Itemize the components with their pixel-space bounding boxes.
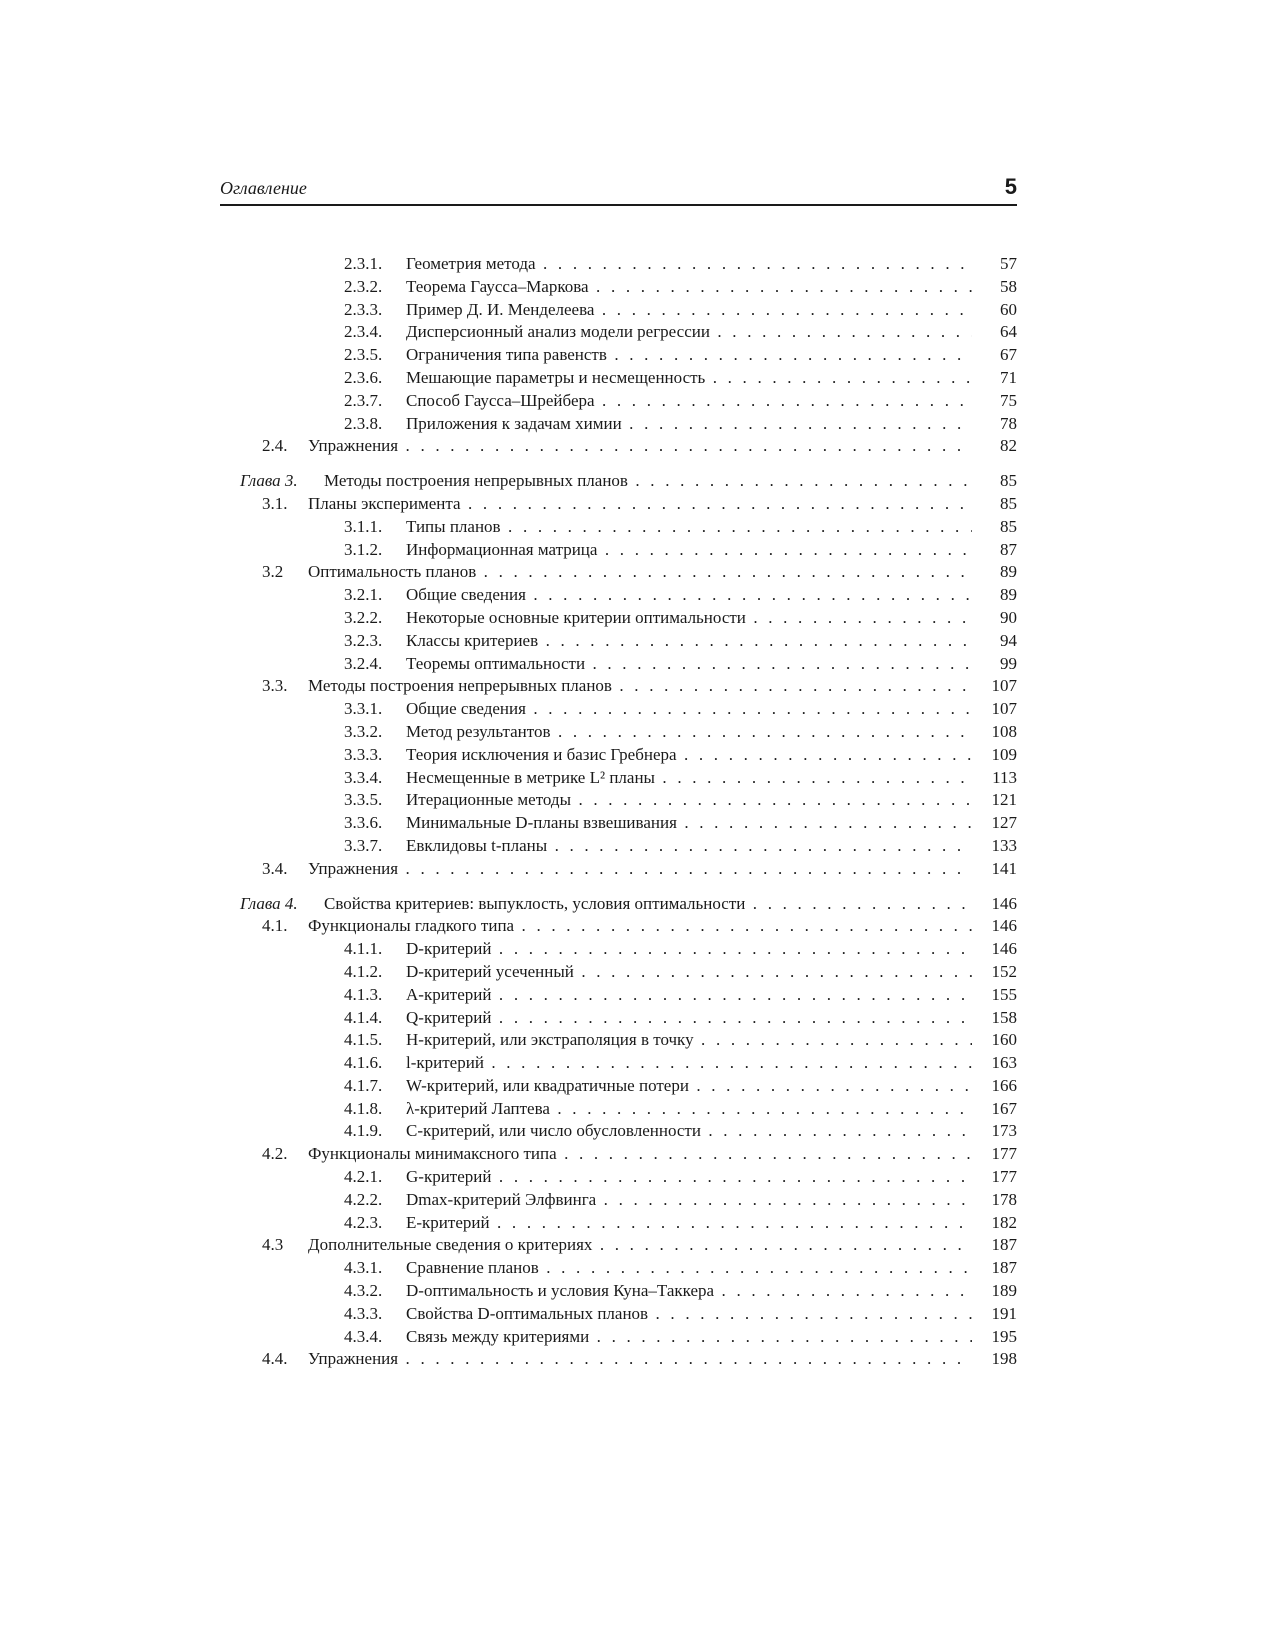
toc-entry-page: 166: [991, 1075, 1017, 1095]
toc-entry[interactable]: [220, 1303, 1017, 1326]
toc-entry-number: 3.2.1.: [344, 585, 383, 605]
toc-entry-page: 152: [991, 961, 1017, 981]
toc-entry[interactable]: [220, 321, 1017, 344]
toc-entry-number: 4.2.1.: [344, 1167, 383, 1187]
toc-entry[interactable]: [220, 1189, 1017, 1212]
toc-entry-number: 2.3.7.: [344, 390, 383, 410]
toc-entry-page: 57: [1000, 254, 1017, 273]
toc-entry-page: 85: [1000, 471, 1017, 491]
toc-entry-number: 2.3.3.: [344, 299, 383, 319]
toc-entry[interactable]: [220, 984, 1017, 1007]
toc-entry[interactable]: [220, 961, 1017, 984]
toc-entry-number: 3.1.1.: [344, 516, 383, 536]
toc-entry-page: 158: [991, 1007, 1017, 1027]
toc-entry-title: Теорема Гаусса–Маркова . . .: [406, 276, 972, 299]
toc-entry-page: 182: [991, 1212, 1017, 1232]
toc-entry-page: 173: [991, 1121, 1017, 1141]
toc-entry-page: 94: [1000, 630, 1017, 650]
toc-entry-number: 4.1.6.: [344, 1053, 383, 1073]
toc-entry-page: 177: [991, 1144, 1017, 1164]
toc-entry-number: 3.3.6.: [344, 813, 383, 833]
toc-entry-title: Методы построения непрерывных планов . . .: [324, 470, 972, 493]
toc-entry-page: 146: [991, 939, 1017, 959]
toc-entry[interactable]: [220, 276, 1017, 299]
toc-entry-title: A-критерий . . .: [406, 984, 972, 1007]
toc-entry-title: Мешающие параметры и несмещенность . . .: [406, 367, 972, 390]
toc-entry-title: Общие сведения . . .: [406, 584, 972, 607]
header-title: Оглавление: [220, 178, 307, 198]
chapter-gap: [220, 881, 1017, 893]
toc-entry-number: 4.3: [262, 1235, 284, 1255]
toc-entry-number: 2.3.5.: [344, 345, 383, 365]
toc-entry-page: 82: [1000, 436, 1017, 456]
toc-entry-number: 4.1.3.: [344, 984, 383, 1004]
toc-entry[interactable]: [220, 367, 1017, 390]
toc-entry-title: G-критерий . . .: [406, 1166, 972, 1189]
toc-entry-title: Функционалы гладкого типа . . .: [308, 915, 972, 938]
toc-entry-page: 121: [991, 790, 1017, 810]
toc-entry-number: 4.3.2.: [344, 1281, 383, 1301]
toc-entry-title: Функционалы минимаксного типа . . .: [308, 1143, 972, 1166]
toc-entry-title: Геометрия метода . . .: [406, 253, 972, 276]
toc-entry[interactable]: [220, 493, 1017, 516]
toc-entry-page: 89: [1000, 585, 1017, 605]
toc-entry-number: 3.1.: [262, 493, 288, 513]
toc-entry-number: 4.1.7.: [344, 1075, 383, 1095]
toc-entry[interactable]: [220, 1075, 1017, 1098]
toc-entry-title: D-оптимальность и условия Куна–Таккера . . .: [406, 1280, 972, 1303]
toc-entry-page: 67: [1000, 345, 1017, 365]
toc-entry-number: 3.4.: [262, 858, 288, 878]
toc-entry-title: Свойства D-оптимальных планов . . .: [406, 1303, 972, 1326]
toc-entry-page: 113: [992, 767, 1017, 787]
toc-entry-title: Итерационные методы . . .: [406, 789, 972, 812]
toc-entry-page: 85: [1000, 516, 1017, 536]
toc-entry[interactable]: [220, 435, 1017, 458]
toc-entry-number: 3.2: [262, 562, 284, 582]
toc-entry-number: 4.2.2.: [344, 1189, 383, 1209]
toc-entry-number: 4.1.9.: [344, 1121, 383, 1141]
toc-entry-number: 4.4.: [262, 1349, 288, 1369]
toc-entry[interactable]: [220, 1098, 1017, 1121]
toc-entry-number: 3.3.2.: [344, 721, 383, 741]
table-of-contents: [220, 253, 1017, 1371]
toc-entry-title: E-критерий . . .: [406, 1212, 972, 1235]
toc-entry-page: 71: [1000, 367, 1017, 387]
toc-entry-title: λ-критерий Лаптева . . .: [406, 1098, 972, 1121]
toc-entry-title: Dmax-критерий Элфвинга . . .: [406, 1189, 972, 1212]
toc-entry[interactable]: [220, 344, 1017, 367]
toc-entry[interactable]: [220, 1212, 1017, 1235]
toc-entry-page: 146: [991, 893, 1017, 913]
toc-entry-page: 189: [991, 1281, 1017, 1301]
toc-entry-page: 178: [991, 1189, 1017, 1209]
toc-entry[interactable]: [220, 1143, 1017, 1166]
toc-entry[interactable]: [220, 698, 1017, 721]
toc-entry-page: 163: [991, 1053, 1017, 1073]
toc-entry-number: 4.2.3.: [344, 1212, 383, 1232]
toc-entry[interactable]: [220, 812, 1017, 835]
toc-entry-page: 127: [991, 813, 1017, 833]
toc-entry[interactable]: [220, 653, 1017, 676]
toc-entry-title: C-критерий, или число обусловленности . . .: [406, 1120, 972, 1143]
toc-entry-page: 108: [991, 721, 1017, 741]
toc-entry-page: 75: [1000, 390, 1017, 410]
toc-entry-title: Некоторые основные критерии оптимальности . . .: [406, 607, 972, 630]
toc-entry-number: 4.2.: [262, 1144, 288, 1164]
toc-entry-number: 3.3.3.: [344, 744, 383, 764]
toc-entry-title: Упражнения . . .: [308, 858, 972, 881]
toc-entry-number: 2.4.: [262, 436, 288, 456]
toc-entry[interactable]: [220, 561, 1017, 584]
toc-entry-number: 3.3.5.: [344, 790, 383, 810]
toc-entry[interactable]: [220, 1326, 1017, 1349]
toc-entry-page: 167: [991, 1098, 1017, 1118]
toc-entry[interactable]: [220, 789, 1017, 812]
toc-entry[interactable]: [220, 767, 1017, 790]
toc-entry-title: Метод результантов . . .: [406, 721, 972, 744]
toc-entry-page: 60: [1000, 299, 1017, 319]
toc-entry[interactable]: [220, 1007, 1017, 1030]
toc-entry[interactable]: [220, 721, 1017, 744]
toc-entry-page: 99: [1000, 653, 1017, 673]
toc-entry-title: Общие сведения . . .: [406, 698, 972, 721]
toc-entry-page: 160: [991, 1030, 1017, 1050]
toc-entry-title: Дополнительные сведения о критериях . . .: [308, 1234, 972, 1257]
toc-entry-title: Сравнение планов . . .: [406, 1257, 972, 1280]
toc-entry-title: D-критерий усеченный . . .: [406, 961, 972, 984]
toc-entry-page: 87: [1000, 539, 1017, 559]
toc-entry-title: Приложения к задачам химии . . .: [406, 413, 972, 436]
toc-entry-title: Свойства критериев: выпуклость, условия оптимальности . . .: [324, 893, 972, 916]
toc-entry[interactable]: [220, 1257, 1017, 1280]
toc-entry-page: 146: [991, 916, 1017, 936]
toc-entry-number: 2.3.4.: [344, 322, 383, 342]
toc-entry[interactable]: [220, 858, 1017, 881]
toc-entry-page: 198: [991, 1349, 1017, 1369]
toc-entry[interactable]: [220, 630, 1017, 653]
toc-entry-page: 195: [991, 1326, 1017, 1346]
toc-entry[interactable]: [220, 299, 1017, 322]
toc-entry[interactable]: [220, 1166, 1017, 1189]
toc-entry-number: 3.2.4.: [344, 653, 383, 673]
toc-entry-title: Информационная матрица . . .: [406, 539, 972, 562]
toc-entry-page: 90: [1000, 607, 1017, 627]
toc-entry-title: Теория исключения и базис Гребнера . . .: [406, 744, 972, 767]
toc-entry-title: Упражнения . . .: [308, 1348, 972, 1371]
toc-entry-title: Связь между критериями . . .: [406, 1326, 972, 1349]
toc-entry[interactable]: [220, 539, 1017, 562]
toc-entry-number: 3.1.2.: [344, 539, 383, 559]
toc-entry-number: 3.2.2.: [344, 607, 383, 627]
toc-entry[interactable]: [220, 607, 1017, 630]
toc-entry[interactable]: [220, 1348, 1017, 1371]
toc-entry[interactable]: [220, 1120, 1017, 1143]
toc-entry-page: 155: [991, 984, 1017, 1004]
toc-entry-number: 4.1.2.: [344, 961, 383, 981]
toc-entry-title: l-критерий . . .: [406, 1052, 972, 1075]
toc-entry[interactable]: [220, 675, 1017, 698]
running-header: [220, 174, 1017, 206]
toc-entry-title: Методы построения непрерывных планов . . .: [308, 675, 972, 698]
toc-entry-title: Дисперсионный анализ модели регрессии . . .: [406, 321, 972, 344]
toc-entry-page: 187: [991, 1258, 1017, 1278]
toc-entry[interactable]: [220, 584, 1017, 607]
toc-entry-number: 4.1.4.: [344, 1007, 383, 1027]
page-number: 5: [1004, 174, 1017, 199]
toc-entry-page: 89: [1000, 562, 1017, 582]
toc-entry-title: Планы эксперимента . . .: [308, 493, 972, 516]
toc-entry-title: Q-критерий . . .: [406, 1007, 972, 1030]
toc-entry-number: 3.3.1.: [344, 699, 383, 719]
toc-entry-title: Упражнения . . .: [308, 435, 972, 458]
toc-entry-number: 2.3.6.: [344, 367, 383, 387]
toc-entry-title: W-критерий, или квадратичные потери . . .: [406, 1075, 972, 1098]
toc-entry-number: 4.3.1.: [344, 1258, 383, 1278]
toc-entry-number: 3.2.3.: [344, 630, 383, 650]
toc-entry-title: Евклидовы t-планы . . .: [406, 835, 972, 858]
toc-entry-title: Классы критериев . . .: [406, 630, 972, 653]
toc-entry-page: 78: [1000, 413, 1017, 433]
toc-entry-page: 64: [1000, 322, 1017, 342]
toc-entry[interactable]: [220, 1280, 1017, 1303]
toc-entry[interactable]: [220, 938, 1017, 961]
toc-entry-title: Оптимальность планов . . .: [308, 561, 972, 584]
toc-entry-number: 4.1.5.: [344, 1030, 383, 1050]
toc-entry-number: 2.3.1.: [344, 254, 383, 273]
toc-entry-title: D-критерий . . .: [406, 938, 972, 961]
toc-entry-page: 187: [991, 1235, 1017, 1255]
toc-entry-page: 191: [991, 1303, 1017, 1323]
toc-entry-title: Теоремы оптимальности . . .: [406, 653, 972, 676]
toc-entry[interactable]: [220, 516, 1017, 539]
toc-entry-page: 107: [991, 699, 1017, 719]
toc-entry-page: 133: [991, 835, 1017, 855]
toc-entry-number: 4.1.1.: [344, 939, 383, 959]
toc-entry-page: 58: [1000, 276, 1017, 296]
toc-entry-number: 4.1.: [262, 916, 288, 936]
toc-entry-number: Глава 3.: [240, 471, 298, 491]
toc-entry[interactable]: [220, 744, 1017, 767]
toc-entry-number: 3.3.: [262, 676, 288, 696]
toc-entry-number: Глава 4.: [240, 893, 298, 913]
toc-entry-number: 3.3.7.: [344, 835, 383, 855]
toc-entry-title: Несмещенные в метрике L² планы . . .: [406, 767, 972, 790]
toc-entry-title: Способ Гаусса–Шрейбера . . .: [406, 390, 972, 413]
toc-entry-title: H-критерий, или экстраполяция в точку . . .: [406, 1029, 972, 1052]
toc-entry[interactable]: [220, 1029, 1017, 1052]
toc-entry[interactable]: [220, 915, 1017, 938]
toc-entry-title: Пример Д. И. Менделеева . . .: [406, 299, 972, 322]
toc-chapter-entry[interactable]: [220, 893, 1017, 916]
toc-entry-page: 109: [991, 744, 1017, 764]
toc-entry[interactable]: [220, 390, 1017, 413]
toc-chapter-entry[interactable]: [220, 470, 1017, 493]
toc-entry-title: Типы планов . . .: [406, 516, 972, 539]
toc-entry-title: Ограничения типа равенств . . .: [406, 344, 972, 367]
toc-entry[interactable]: [220, 253, 1017, 276]
chapter-gap: [220, 458, 1017, 470]
toc-entry-number: 3.3.4.: [344, 767, 383, 787]
toc-entry-number: 2.3.8.: [344, 413, 383, 433]
toc-entry-page: 141: [991, 858, 1017, 878]
toc-entry-number: 4.3.4.: [344, 1326, 383, 1346]
toc-entry-page: 107: [991, 676, 1017, 696]
toc-entry-number: 2.3.2.: [344, 276, 383, 296]
toc-entry[interactable]: [220, 1234, 1017, 1257]
toc-entry[interactable]: [220, 835, 1017, 858]
toc-entry-title: Минимальные D-планы взвешивания . . .: [406, 812, 972, 835]
toc-entry-number: 4.3.3.: [344, 1303, 383, 1323]
toc-entry-page: 177: [991, 1167, 1017, 1187]
toc-entry-page: 85: [1000, 493, 1017, 513]
toc-entry[interactable]: [220, 1052, 1017, 1075]
toc-entry[interactable]: [220, 413, 1017, 436]
toc-entry-number: 4.1.8.: [344, 1098, 383, 1118]
